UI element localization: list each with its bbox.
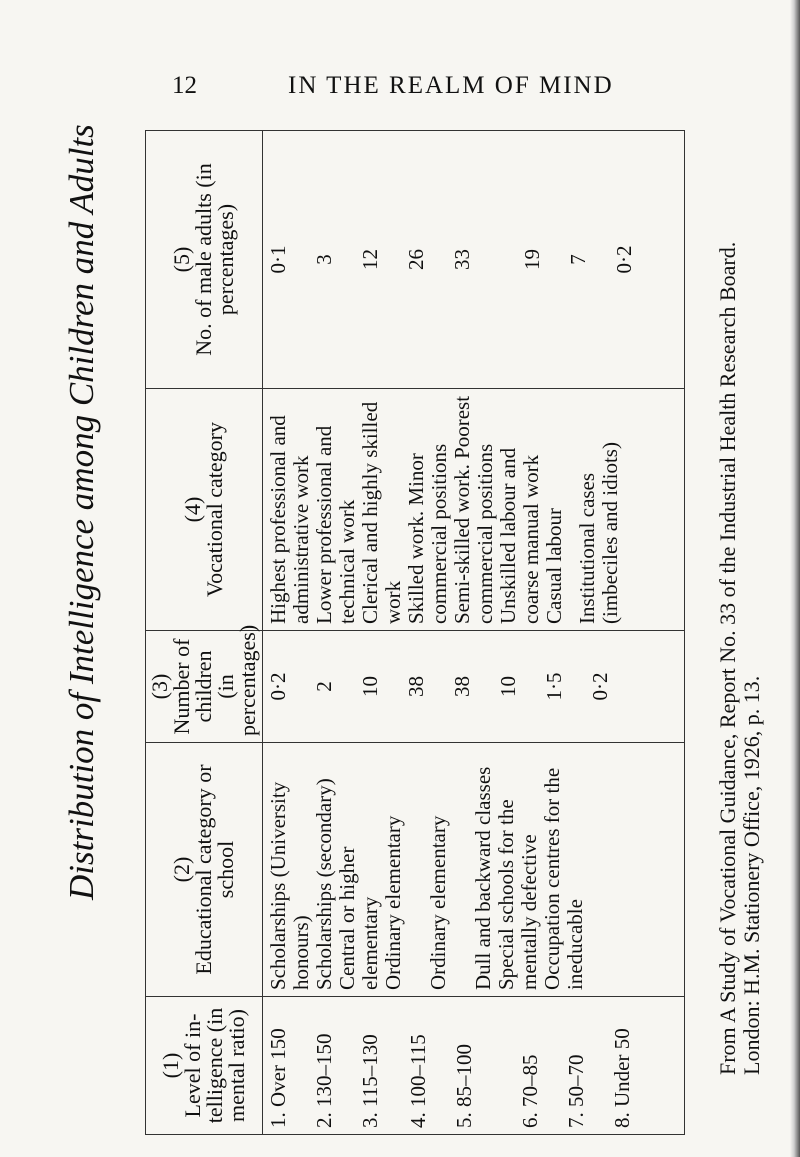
adults-cell: 19 bbox=[520, 249, 544, 270]
level-cell: 5. 85–100 bbox=[452, 1044, 476, 1128]
education-cell: Ordinary elementary bbox=[381, 815, 405, 990]
education-cell: Scholarships (secondary) bbox=[312, 778, 336, 990]
table-title: Distribution of Intelligence among Children and Adults bbox=[62, 124, 101, 900]
header-vocational-category: (4) Vocational category bbox=[146, 389, 263, 631]
adults-cell: 7 bbox=[566, 254, 590, 265]
source-line-1: From A Study of Vocational Guidance, Report No. 33 of the Industrial Health Research Board. bbox=[715, 241, 740, 1075]
adults-cell: 0·1 bbox=[266, 245, 290, 274]
adults-cell: 0·2 bbox=[612, 245, 636, 274]
level-cell: 4. 100–115 bbox=[406, 1034, 430, 1128]
adults-cell: 3 bbox=[312, 254, 336, 265]
header-educational-category: (2) Educational category or school bbox=[146, 743, 263, 997]
children-cell: 10 bbox=[358, 676, 382, 697]
level-cell: 8. Under 50 bbox=[610, 1028, 634, 1128]
level-cell: 6. 70–85 bbox=[518, 1054, 542, 1128]
children-cell: 2 bbox=[312, 681, 336, 692]
column-adult-percentages bbox=[263, 131, 685, 389]
source-citation bbox=[716, 75, 764, 1075]
adults-cell: 26 bbox=[404, 249, 428, 270]
adults-cell: 33 bbox=[450, 249, 474, 270]
vocation-cell: Highest professional and administrative work bbox=[266, 415, 313, 624]
vocation-cell: Skilled work. Minor commercial positions bbox=[404, 443, 451, 624]
vocation-cell: Lower professional and technical work bbox=[312, 425, 359, 624]
distribution-table bbox=[145, 130, 685, 1135]
vocation-cell: Casual labour bbox=[542, 507, 566, 624]
vocation-cell: Clerical and highly skilled work bbox=[358, 401, 405, 624]
level-cell: 1. Over 150 bbox=[266, 1028, 290, 1128]
children-cell: 38 bbox=[450, 676, 474, 697]
vocation-cell: Institutional cases (imbeciles and idiots) bbox=[575, 442, 622, 624]
column-children-percentages bbox=[263, 631, 685, 743]
column-vocational-categories bbox=[263, 389, 685, 631]
level-cell: 7. 50–70 bbox=[564, 1054, 588, 1128]
level-cell: 2. 130–150 bbox=[312, 1033, 336, 1128]
children-cell: 38 bbox=[404, 676, 428, 697]
children-cell: 1·5 bbox=[542, 672, 566, 701]
adults-cell: 12 bbox=[358, 249, 382, 270]
page-number: 12 bbox=[172, 72, 197, 99]
education-cell: Scholarships (University honours) bbox=[266, 781, 313, 990]
column-educational-categories bbox=[263, 743, 685, 997]
education-cell: Dull and backward classes bbox=[471, 766, 495, 990]
children-cell: 10 bbox=[496, 676, 520, 697]
children-cell: 0·2 bbox=[588, 672, 612, 701]
source-line-2: London: H.M. Stationery Office, 1926, p. 13. bbox=[739, 675, 764, 1075]
education-cell: Occupation centres for the ineducable bbox=[540, 767, 587, 990]
column-intelligence-levels bbox=[263, 997, 685, 1135]
education-cell: Ordinary elementary bbox=[426, 815, 450, 990]
scan-edge-shadow bbox=[790, 0, 800, 1157]
vocation-cell: Unskilled labour and coarse manual work bbox=[496, 447, 543, 624]
header-adults-percentage: (5) No. of male adults (in percentages) bbox=[146, 131, 263, 389]
header-children-percentage: (3) Number of children (in percentages) bbox=[146, 631, 263, 743]
education-cell: Special schools for the mentally defective bbox=[494, 799, 541, 990]
header-intelligence-level: (1) Level of in-telligence (in mental ratio) bbox=[146, 997, 263, 1135]
education-cell: Central or higher elementary bbox=[335, 846, 382, 990]
vocation-cell: Semi-skilled work. Poorest commercial positions bbox=[450, 395, 497, 624]
children-cell: 0·2 bbox=[266, 672, 290, 701]
level-cell: 3. 115–130 bbox=[358, 1034, 382, 1128]
running-title: IN THE REALM OF MIND bbox=[288, 72, 614, 99]
